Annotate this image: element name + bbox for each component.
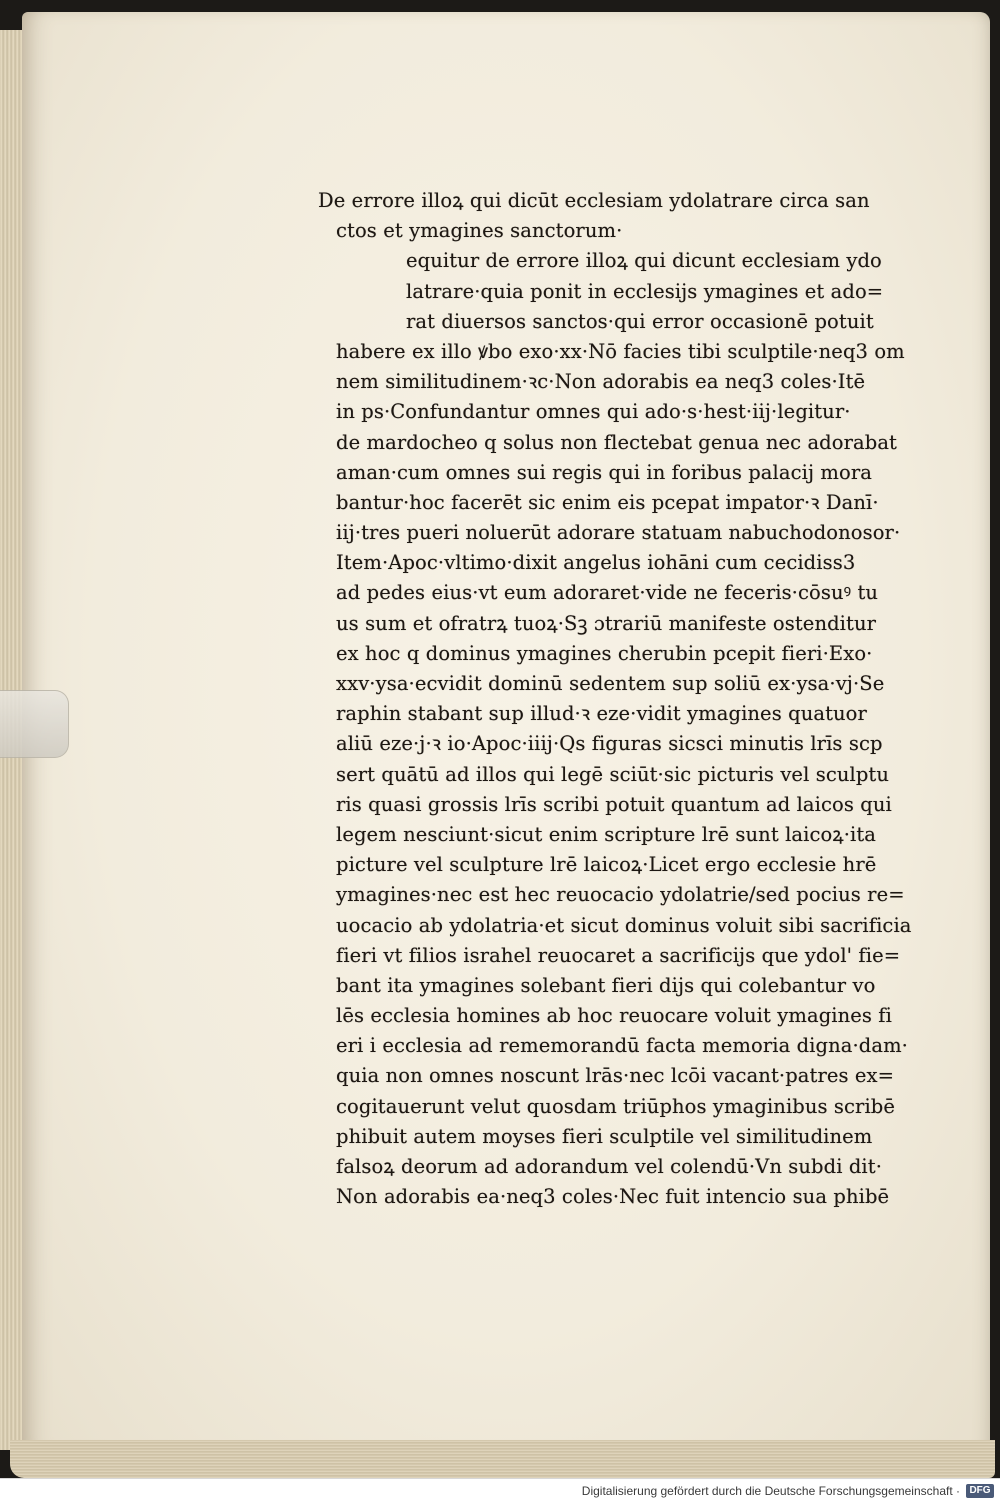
text-line: iij·tres pueri noluerūt adorare statuam nabuchodonosor· — [336, 521, 901, 545]
text-line: uocacio ab ydolatria·et sicut dominus voluit sibi sacrificia — [336, 913, 912, 937]
funding-credit: Digitalisierung gefördert durch die Deutsche Forschungsgemeinschaft · — [581, 1484, 960, 1498]
text-line: de mardocheo q solus non flectebat genua nec adorabat — [336, 430, 897, 454]
text-line: De errore illoꝝ qui dicūt ecclesiam ydolatrare circa san — [318, 189, 870, 212]
text-line: aman·cum omnes sui regis qui in foribus palacij mora — [336, 460, 872, 484]
text-line: ris quasi grossis lrīs scribi potuit quantum ad laicos qui — [336, 792, 892, 816]
page-edges-bottom — [10, 1440, 995, 1478]
text-line: bantur·hoc facerēt sic enim eis pcepat impator·ꝛ Danī· — [336, 490, 879, 514]
text-line: sert quātū ad illos qui legē sciūt·sic picturis vel sculptu — [336, 762, 890, 786]
dfg-logo[interactable]: DFG — [966, 1484, 994, 1498]
text-line: Item·Apoc·vltimo·dixit angelus iohāni cum cecidiss3 — [336, 551, 856, 575]
text-line: ad pedes eius·vt eum adoraret·vide ne feceris·cōsuꝰ tu — [336, 581, 879, 605]
text-line: us sum et ofratrꝝ tuoꝝ·Sꝫ ɔtrariū manifeste ostenditur — [336, 611, 877, 635]
text-line: raphin stabant sup illud·ꝛ eze·vidit ymagines quatuor — [336, 702, 867, 726]
text-line: xxv·ysa·ecvidit dominū sedentem sup soliū ex·ysa·vj·Se — [336, 672, 885, 695]
text-line: picture vel sculpture lrē laicoꝝ·Licet ergo ecclesie hrē — [336, 853, 877, 877]
text-line: in ps·Confundantur omnes qui ado·s·hest·iij·legitur· — [336, 400, 851, 424]
footer-bar — [0, 1478, 1000, 1504]
page-text — [318, 186, 930, 1212]
text-line: Non adorabis ea·neq3 coles·Nec fuit intencio sua phibē — [336, 1185, 890, 1209]
text-line: aliū eze·j·ꝛ io·Apoc·iiij·Qs figuras sicsci minutis lrīs scp — [336, 732, 883, 756]
text-line: nem similitudinem·ꝛc·Non adorabis ea neq3 coles·Itē — [336, 370, 866, 394]
text-line: eri i ecclesia ad rememorandū facta memoria digna·dam· — [336, 1034, 908, 1058]
text-line: phibuit autem moyses fieri sculptile vel similitudinem — [336, 1124, 873, 1148]
text-line: cogitauerunt velut quosdam triūphos ymaginibus scribē — [336, 1094, 896, 1118]
text-line: equitur de errore illoꝝ qui dicunt ecclesiam ydo — [406, 249, 882, 273]
text-line: ymagines·nec est hec reuocacio ydolatrie/sed pocius re= — [336, 883, 905, 907]
text-line: legem nesciunt·sicut enim scripture lrē sunt laicoꝝ·ita — [336, 822, 876, 846]
text-line: rat diuersos sanctos·qui error occasionē potuit — [406, 309, 874, 333]
text-line: fieri vt filios israhel reuocaret a sacrificijs que ydol' fie= — [336, 943, 901, 967]
text-line: falsoꝝ deorum ad adorandum vel colendū·Vn subdi dit· — [336, 1155, 883, 1178]
text-line: ctos et ymagines sanctorum· — [336, 219, 623, 243]
text-line: bant ita ymagines solebant fieri dijs qui colebantur vo — [336, 973, 876, 997]
text-line: latrare·quia ponit in ecclesijs ymagines et ado= — [406, 279, 884, 303]
text-line: ex hoc q dominus ymagines cherubin pcepit fieri·Exo· — [336, 641, 873, 665]
text-line: lēs ecclesia homines ab hoc reuocare voluit ymagines fi — [336, 1004, 892, 1028]
text-line: habere ex illo ꝟbo exo·xx·Nō facies tibi sculptile·neq3 om — [336, 339, 905, 363]
text-line: quia non omnes noscunt lrās·nec lcōi vacant·patres ex= — [336, 1064, 895, 1088]
bookmark-tab — [0, 690, 69, 758]
